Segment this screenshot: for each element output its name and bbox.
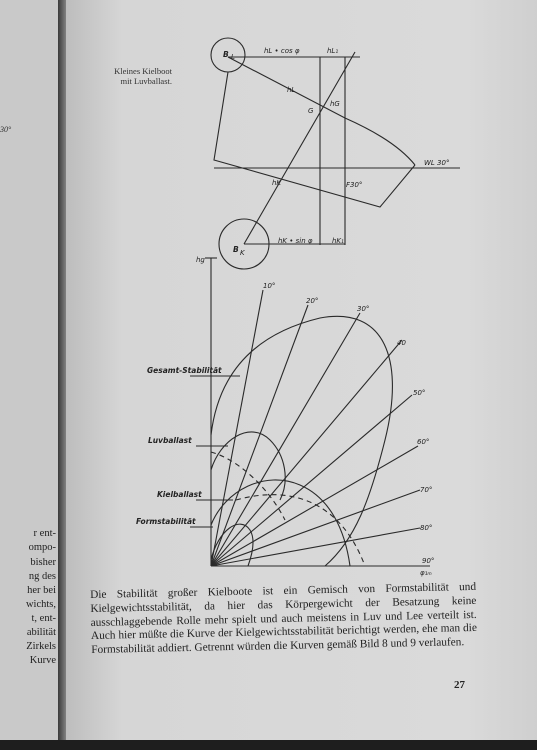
ray-40 xyxy=(211,340,402,566)
left-page-line: ompo- xyxy=(28,542,56,553)
label-luvballast: Luvballast xyxy=(148,436,192,445)
y-axis-label: hg xyxy=(196,256,205,264)
label-hl1: hL₁ xyxy=(327,47,339,55)
left-page-line: her bei xyxy=(27,585,56,596)
label-wl30: WL 30° xyxy=(424,159,450,167)
angle-label-60: 60° xyxy=(417,438,430,446)
figure-caption-line: Kleines Kielboot xyxy=(114,66,172,76)
left-page-line: ng des xyxy=(28,571,56,582)
label-hl: hL xyxy=(287,86,296,94)
label-formstabilitaet: Formstabilität xyxy=(136,517,196,526)
angle-label-20: 20° xyxy=(306,297,319,305)
curve-dashed-form xyxy=(236,495,365,566)
body-paragraph: Die Stabilität großer Kielboote ist ein Gemisch von Formstabilität und Kielgewichtsstabilität, da hier das Körpergewicht der Besatzung keine ausschlaggebende Rolle mehr spielt und auch meistens in Luv und Lee verteilt ist. Auch hier müßte die Kurve der Kielgewichtsstabilität berichtigt werden, ehe man die Formstabilität addiert. Getrennt würden die Kurven gemäß Bild 8 und 9 verlaufen. xyxy=(90,580,478,657)
x-axis-label: φ₁ₘ xyxy=(420,569,432,577)
ray-20 xyxy=(211,305,308,566)
label-b-lee-sub: L xyxy=(231,53,235,61)
label-hk1: hK₁ xyxy=(332,237,344,245)
label-hg: hG xyxy=(330,100,340,108)
angle-label-70: 70° xyxy=(420,486,433,494)
left-page-line: t, ent- xyxy=(31,613,56,624)
page-number: 27 xyxy=(454,679,465,691)
angle-label-80: 80° xyxy=(420,524,433,532)
label-b-lee: B xyxy=(223,50,229,59)
label-gesamt-stabilitaet: Gesamt-Stabilität xyxy=(147,366,222,375)
ray-70 xyxy=(211,490,420,566)
angle-label-10: 10° xyxy=(263,282,276,290)
label-kielballast: Kielballast xyxy=(157,490,202,499)
label-b-keel: B xyxy=(233,245,239,254)
left-page-line: abilität xyxy=(26,627,56,638)
angle-label-50: 50° xyxy=(413,389,426,397)
hk-line xyxy=(244,52,355,244)
hull-curve xyxy=(345,118,415,165)
label-hl-cos: hL • cos φ xyxy=(264,47,300,55)
ray-50 xyxy=(211,395,412,566)
left-page-line: wichts, xyxy=(25,599,56,610)
angle-label-30: 30° xyxy=(357,305,370,313)
angle-label-90: 90° xyxy=(422,557,435,565)
left-page-line: Kurve xyxy=(29,655,56,666)
label-f30: F30° xyxy=(346,181,363,189)
figure-caption-line: mit Luvballast. xyxy=(120,76,172,86)
label-hk-sin: hK • sin φ xyxy=(278,237,313,245)
left-page-line: Zirkels xyxy=(26,641,56,652)
ray-80 xyxy=(211,528,420,566)
angle-label-40: 40 xyxy=(397,339,406,347)
label-b-keel-sub: K xyxy=(240,249,245,257)
ray-30 xyxy=(211,313,360,566)
label-hk: hK xyxy=(272,179,282,187)
left-page-line: bisher xyxy=(30,557,56,568)
label-g: G xyxy=(308,107,314,115)
left-page-label: 30° xyxy=(0,125,12,134)
left-page-line: r ent- xyxy=(33,528,56,539)
curve-gesamt-stabilitaet xyxy=(211,316,392,566)
ray-60 xyxy=(211,446,418,566)
